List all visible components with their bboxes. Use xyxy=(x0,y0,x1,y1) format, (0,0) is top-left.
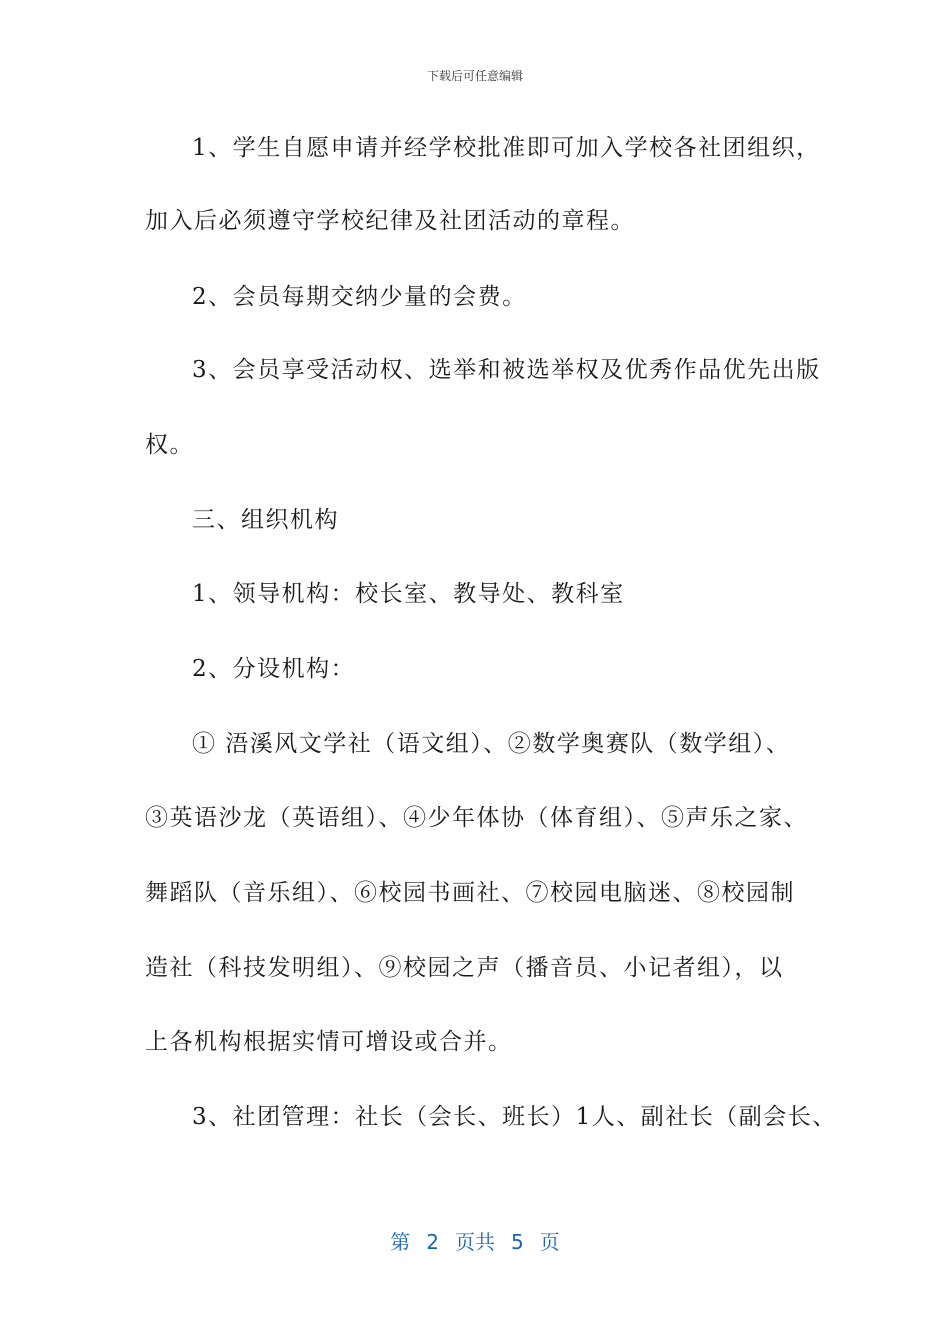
paragraph-line: ① 浯溪风文学社（语文组）、②数学奥赛队（数学组）、 xyxy=(192,731,791,757)
paragraph-line: 1、领导机构：校长室、教导处、教科室 xyxy=(192,581,625,607)
paragraph-line: 舞蹈队（音乐组）、⑥校园书画社、⑦校园电脑迷、⑧校园制 xyxy=(145,880,795,906)
paragraph-line: 2、分设机构： xyxy=(192,656,356,682)
paragraph-line: 3、会员享受活动权、选举和被选举权及优秀作品优先出版 xyxy=(192,357,821,383)
section-heading: 三、组织机构 xyxy=(192,507,339,533)
footer-total-pages: 5 xyxy=(511,1230,524,1254)
paragraph-line: 造社（科技发明组）、⑨校园之声（播音员、小记者组），以 xyxy=(145,955,784,981)
footer-suffix: 页 xyxy=(539,1230,560,1254)
footer-prefix: 第 xyxy=(390,1230,411,1254)
footer-middle: 页共 xyxy=(455,1230,495,1254)
footer-page-number: 2 xyxy=(426,1230,439,1254)
paragraph-line: 上各机构根据实情可增设或合并。 xyxy=(145,1029,513,1055)
paragraph-line: 3、社团管理：社长（会长、班长）1人、副社长（副会长、 xyxy=(192,1104,837,1130)
paragraph-line: 1、学生自愿申请并经学校批准即可加入学校各社团组织， xyxy=(192,135,821,161)
paragraph-line: ③英语沙龙（英语组）、④少年体协（体育组）、⑤声乐之家、 xyxy=(145,805,808,831)
page-footer xyxy=(0,1226,950,1255)
paragraph-line: 2、会员每期交纳少量的会费。 xyxy=(192,284,527,310)
paragraph-line: 加入后必须遵守学校纪律及社团活动的章程。 xyxy=(145,208,635,234)
paragraph-line: 权。 xyxy=(145,432,194,458)
page-header: 下载后可任意编辑 xyxy=(426,69,523,83)
